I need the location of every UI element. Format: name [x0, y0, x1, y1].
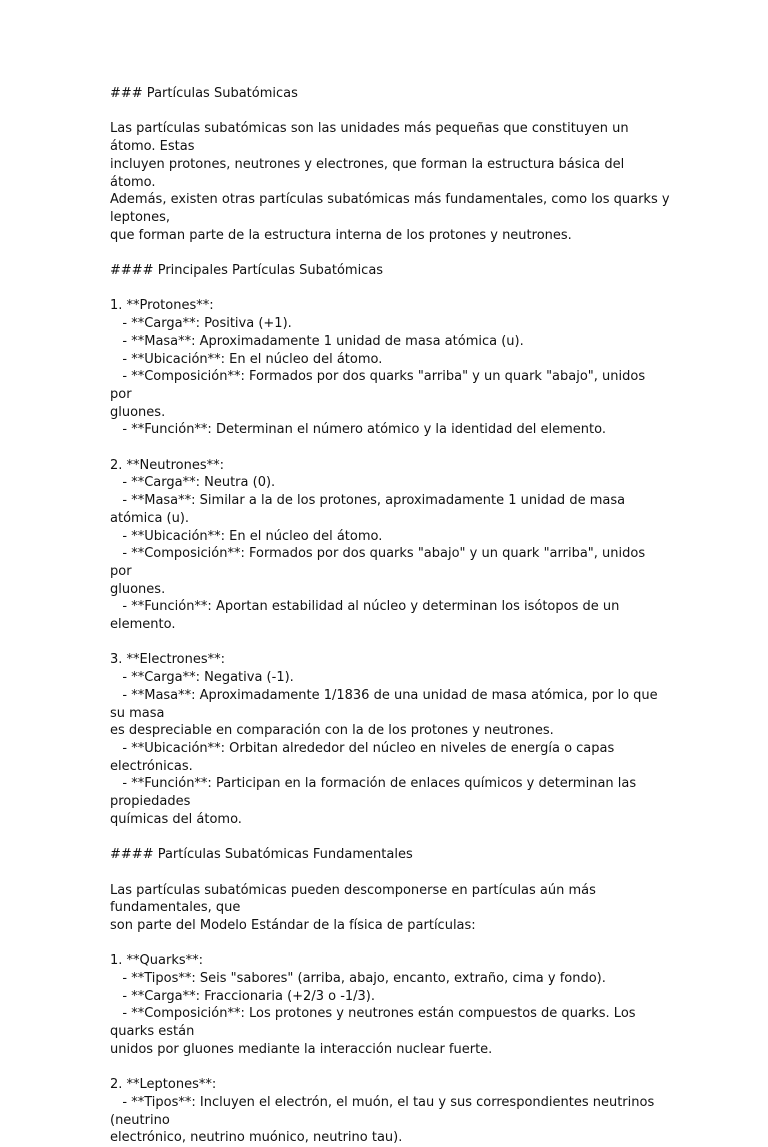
blank-line: [110, 103, 670, 121]
list-item-quarks: 1. **Quarks**:: [110, 953, 203, 969]
protones-composicion: - **Composición**: Formados por dos quarks "arriba" y un quark "abajo", unidos por: [110, 369, 650, 402]
blank-line: [110, 935, 670, 953]
quarks-composicion-cont: unidos por gluones mediante la interacción nuclear fuerte.: [110, 1041, 493, 1057]
list-item-electrones: 3. **Electrones**:: [110, 652, 226, 668]
neutrones-composicion-cont: gluones.: [110, 581, 166, 597]
blank-line: [110, 828, 670, 846]
blank-line: [110, 1059, 670, 1077]
blank-line: [110, 244, 670, 262]
protones-masa: - **Masa**: Aproximadamente 1 unidad de masa atómica (u).: [110, 333, 524, 349]
list-item-leptones: 2. **Leptones**:: [110, 1077, 217, 1093]
list-item-neutrones: 2. **Neutrones**:: [110, 457, 224, 473]
protones-carga: - **Carga**: Positiva (+1).: [110, 316, 292, 332]
neutrones-ubicacion: - **Ubicación**: En el núcleo del átomo.: [110, 528, 383, 544]
protones-composicion-cont: gluones.: [110, 404, 166, 420]
document-page: [110, 85, 674, 1147]
intro-paragraph-line-1: Las partículas subatómicas son las unidades más pequeñas que constituyen un átomo. Estas: [110, 121, 633, 155]
heading-fundamentales: #### Partículas Subatómicas Fundamentales: [110, 847, 413, 863]
intro-paragraph-line-3: Además, existen otras partículas subatómicas más fundamentales, como los quarks y leptones,: [110, 192, 674, 225]
neutrones-funcion: - **Función**: Aportan estabilidad al núcleo y determinan los isótopos de un elemento.: [110, 599, 624, 633]
heading-principales: #### Principales Partículas Subatómicas: [110, 263, 384, 278]
neutrones-carga: - **Carga**: Neutra (0).: [110, 475, 276, 491]
fundamentales-paragraph-line-1: Las partículas subatómicas pueden descomponerse en partículas aún más fundamentales, que: [110, 882, 601, 916]
intro-paragraph-line-4: que forman parte de la estructura interna de los protones y neutrones.: [110, 227, 572, 243]
blank-line: [110, 280, 670, 298]
blank-line: [110, 634, 670, 652]
quarks-composicion: - **Composición**: Los protones y neutrones están compuestos de quarks. Los quarks están: [110, 1006, 640, 1040]
neutrones-composicion: - **Composición**: Formados por dos quarks "abajo" y un quark "arriba", unidos por: [110, 546, 650, 579]
intro-paragraph-line-2: incluyen protones, neutrones y electrones, que forman la estructura básica del átomo.: [110, 156, 629, 190]
electrones-carga: - **Carga**: Negativa (-1).: [110, 670, 294, 686]
leptones-tipos-cont: electrónico, neutrino muónico, neutrino tau).: [110, 1130, 403, 1146]
electrones-funcion: - **Función**: Participan en la formación de enlaces químicos y determinan las propiedades: [110, 776, 641, 810]
fundamentales-paragraph-line-2: son parte del Modelo Estándar de la física de partículas:: [110, 917, 476, 933]
blank-line: [110, 439, 670, 457]
electrones-masa: - **Masa**: Aproximadamente 1/1836 de una unidad de masa atómica, por lo que su masa: [110, 687, 662, 721]
electrones-masa-cont: es despreciable en comparación con la de los protones y neutrones.: [110, 723, 554, 739]
protones-ubicacion: - **Ubicación**: En el núcleo del átomo.: [110, 351, 383, 367]
electrones-funcion-cont: químicas del átomo.: [110, 811, 242, 827]
quarks-tipos: - **Tipos**: Seis "sabores" (arriba, abajo, encanto, extraño, cima y fondo).: [110, 971, 606, 987]
electrones-ubicacion: - **Ubicación**: Orbitan alrededor del núcleo en niveles de energía o capas electrónicas.: [110, 740, 619, 774]
blank-line: [110, 864, 670, 882]
neutrones-masa: - **Masa**: Similar a la de los protones, aproximadamente 1 unidad de masa atómica (u).: [110, 493, 630, 526]
quarks-carga: - **Carga**: Fraccionaria (+2/3 o -1/3).: [110, 988, 376, 1004]
heading-particulas-subatomicas: ### Partículas Subatómicas: [110, 86, 298, 101]
leptones-tipos: - **Tipos**: Incluyen el electrón, el muón, el tau y sus correspondientes neutrinos (neutrino: [110, 1094, 659, 1128]
protones-funcion: - **Función**: Determinan el número atómico y la identidad del elemento.: [110, 422, 606, 438]
list-item-protones: 1. **Protones**:: [110, 298, 214, 314]
